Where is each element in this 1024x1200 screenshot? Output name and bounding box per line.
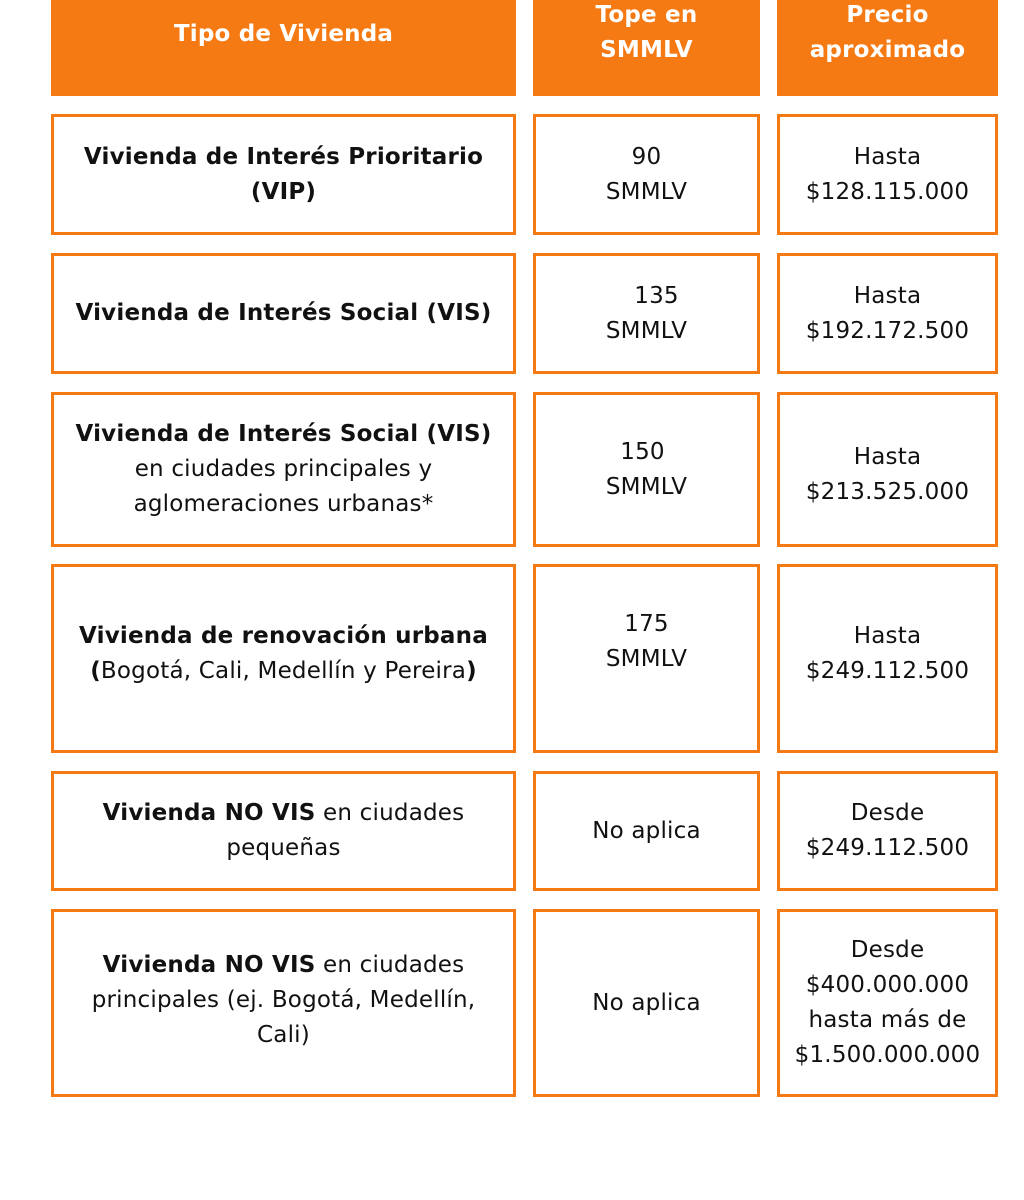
row-vis-precio xyxy=(777,253,998,374)
row-novis-principales-tipo-line1 xyxy=(103,948,465,983)
row-vis-principales-precio-value: $213.525.000 xyxy=(805,478,970,505)
row-novis-principales-precio-from: $400.000.000 xyxy=(805,972,970,998)
row-novis-principales-tope xyxy=(533,909,760,1097)
row-vis-principales-tope-unit: SMMLV xyxy=(605,474,688,500)
header-precio-line1: Precio xyxy=(846,2,929,28)
row-renovacion-tipo-line2 xyxy=(90,654,477,689)
header-tipo-de-vivienda xyxy=(51,0,516,96)
row-renovacion-ciudades: Bogotá, Cali, Medellín y Pereira xyxy=(100,657,467,684)
header-tope-line1: Tope en xyxy=(595,2,698,28)
row-novis-principales-precio-label: Desde xyxy=(850,937,925,963)
header-tipo-label: Tipo de Vivienda xyxy=(173,20,394,47)
row-vis-tope-unit: SMMLV xyxy=(605,317,688,344)
row-novis-principales-tipo xyxy=(51,909,516,1097)
row-novis-principales-precio xyxy=(777,909,998,1097)
row-renovacion-paren-close: ) xyxy=(466,657,477,684)
row-vis-tope-value: 135 xyxy=(634,282,679,309)
header-precio-line2: aproximado xyxy=(809,37,966,63)
row-vip-precio xyxy=(777,114,998,235)
row-novis-pequenas-tipo xyxy=(51,771,516,891)
row-vip-precio-value: $128.115.000 xyxy=(805,178,970,205)
row-vis-principales-precio xyxy=(777,392,998,547)
row-vip-tipo-line1: Vivienda de Interés Prioritario xyxy=(83,143,484,170)
row-vis-tipo-line1: Vivienda de Interés Social (VIS) xyxy=(75,300,492,326)
row-novis-principales-tope-value: No aplica xyxy=(592,989,701,1016)
row-vis-tope xyxy=(533,253,760,374)
row-novis-pequenas-tope-value: No aplica xyxy=(592,817,701,844)
row-vis-principales-tope-value: 150 xyxy=(620,439,665,465)
row-vip-tope xyxy=(533,114,760,235)
row-vip-precio-label: Hasta xyxy=(853,143,922,170)
row-renovacion-tope-value: 175 xyxy=(624,611,669,637)
row-vis-principales-tipo xyxy=(51,392,516,547)
row-renovacion-tope xyxy=(533,564,760,753)
row-novis-pequenas-precio xyxy=(777,771,998,891)
row-vis-principales-tipo-line2: en ciudades principales y xyxy=(134,456,433,482)
row-vis-principales-tipo-line1: Vivienda de Interés Social (VIS) xyxy=(75,421,492,447)
header-tope-en-smmlv xyxy=(533,0,760,96)
row-renovacion-paren-open: ( xyxy=(90,657,101,684)
row-vip-tipo-line2: (VIP) xyxy=(250,178,317,205)
row-renovacion-precio-label: Hasta xyxy=(853,622,922,649)
header-tope-line2: SMMLV xyxy=(600,37,693,63)
row-novis-principales-rest: en ciudades xyxy=(315,951,465,978)
row-novis-pequenas-precio-value: $249.112.500 xyxy=(805,835,970,861)
row-renovacion-tipo-line1: Vivienda de renovación urbana xyxy=(79,622,488,649)
row-novis-principales-tipo-line3: Cali) xyxy=(257,1021,310,1048)
row-novis-pequenas-bold: Vivienda NO VIS xyxy=(102,800,316,826)
row-renovacion-tipo xyxy=(51,564,516,753)
row-vis-principales-precio-label: Hasta xyxy=(853,443,922,470)
row-novis-principales-bold: Vivienda NO VIS xyxy=(102,951,316,978)
header-precio-aproximado xyxy=(777,0,998,96)
row-novis-principales-tipo-line2: principales (ej. Bogotá, Medellín, xyxy=(91,986,476,1013)
row-novis-pequenas-tipo-line1 xyxy=(103,796,465,831)
row-vip-tipo xyxy=(51,114,516,235)
row-novis-pequenas-tope xyxy=(533,771,760,891)
row-vis-precio-value: $192.172.500 xyxy=(805,317,970,344)
row-novis-pequenas-tipo-line2: pequeñas xyxy=(226,835,341,861)
row-renovacion-tope-unit: SMMLV xyxy=(605,646,688,672)
row-renovacion-precio-value: $249.112.500 xyxy=(805,657,970,684)
row-novis-principales-precio-to: $1.500.000.000 xyxy=(794,1042,981,1068)
row-novis-pequenas-rest: en ciudades xyxy=(315,800,465,826)
row-vis-principales-tipo-line3: aglomeraciones urbanas* xyxy=(133,491,434,517)
row-vis-principales-tope xyxy=(533,392,760,547)
row-vis-tipo xyxy=(51,253,516,374)
row-novis-pequenas-precio-label: Desde xyxy=(850,800,925,826)
row-novis-principales-precio-connector: hasta más de xyxy=(808,1007,967,1033)
row-renovacion-precio xyxy=(777,564,998,753)
row-vip-tope-value: 90 xyxy=(631,143,662,170)
row-vip-tope-unit: SMMLV xyxy=(605,178,688,205)
row-vis-precio-label: Hasta xyxy=(853,282,922,309)
